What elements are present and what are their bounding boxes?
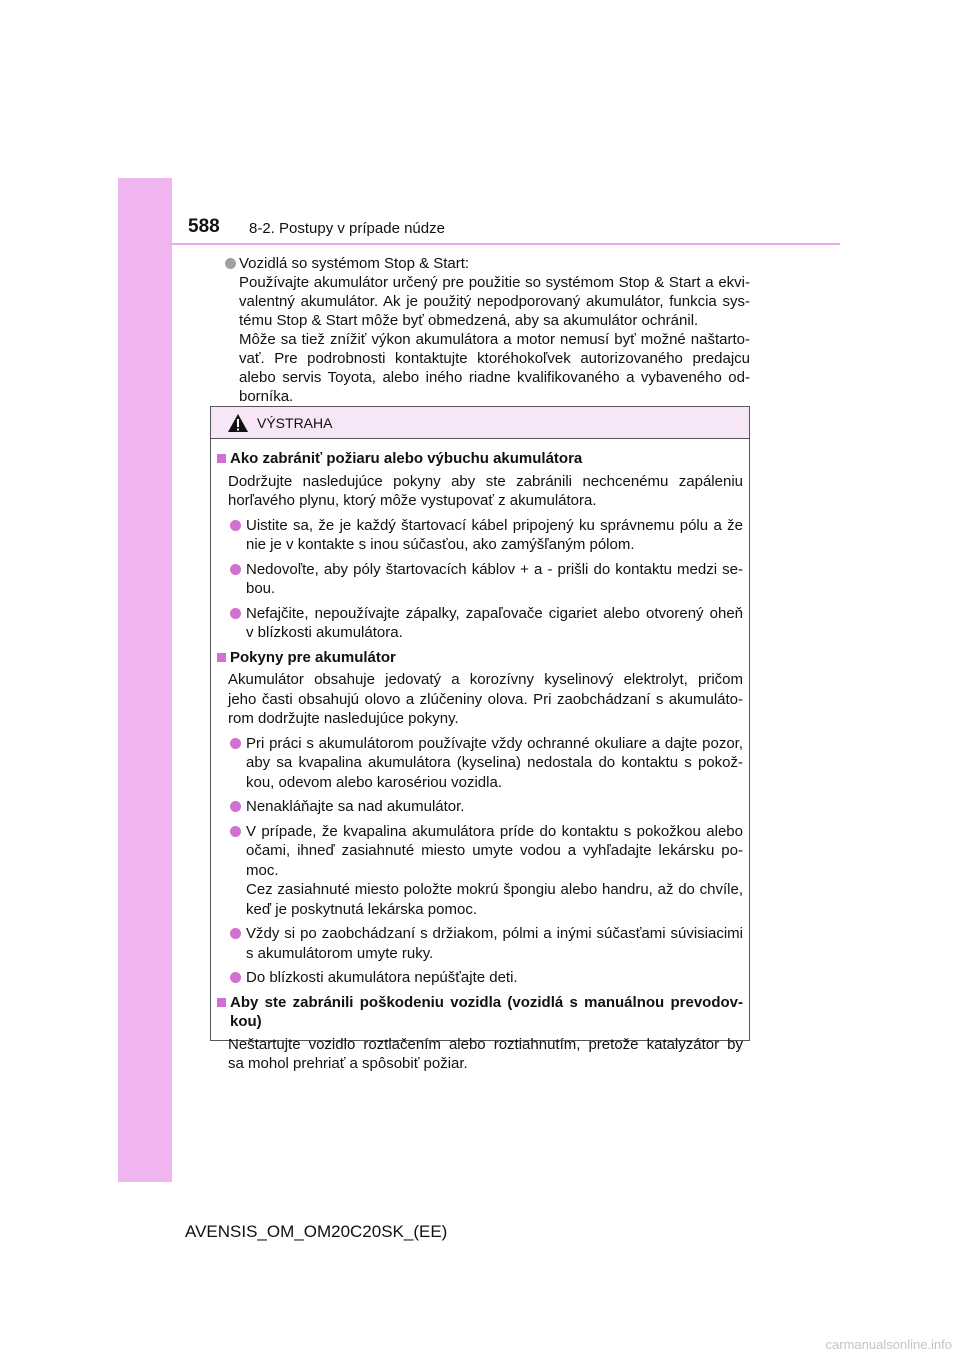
footer-doc-id: AVENSIS_OM_OM20C20SK_(EE) [185,1222,448,1241]
warning-label: VÝSTRAHA [257,415,333,431]
bullet-icon [225,258,236,269]
intro-title: Vozidlá so systémom Stop & Start: [239,255,470,272]
item-line: moc. [246,861,279,879]
item-line: očami, ihneď zasiahnuté miesto umyte vodou a vyhľadajte lekársku po- [246,842,743,859]
item-line: bou. [246,580,276,597]
list-item [217,968,743,988]
bullet-icon [230,928,241,939]
warning-body [211,439,749,1074]
section-heading [217,449,743,469]
intro-paragraph [225,273,750,406]
square-bullet-icon [217,998,226,1007]
bullet-icon [230,738,241,749]
intro-line: vať. Pre podrobnosti kontaktujte ktoréhokoľvek autorizovaného predajcu [239,350,750,367]
section-text [217,472,743,511]
warning-header [211,407,749,439]
text-line: Neštartujte vozidlo roztlačením alebo roztiahnutím, pretože katalyzátor by [228,1035,743,1053]
list-item [217,797,743,817]
item-line: nie je v kontakte s inou súčasťou, ako zamýšľaným pólom. [246,536,635,553]
text-line: Pokyny pre akumulátor [230,648,396,666]
list-item [217,604,743,643]
list-item [217,560,743,599]
text-line: Ako zabrániť požiaru alebo výbuchu akumulátora [230,450,583,467]
intro-line: borníka. [239,388,294,405]
intro-line: Môže sa tiež znížiť výkon akumulátora a motor nemusí byť možné naštarto- [239,331,750,348]
warning-triangle-icon [227,413,249,433]
intro-line: tému Stop & Start môže byť obmedzená, aby sa akumulátor ochránil. [239,312,699,329]
intro-line: valentný akumulátor. Ak je použitý nepodporovaný akumulátor, funkcia sys- [239,293,750,310]
item-line: aby sa kvapalina akumulátora (kyselina) nedostala do kontaktu s pokož- [246,754,743,771]
item-line: kou, odevom alebo karosériou vozidla. [246,773,502,791]
item-line: Uistite sa, že je každý štartovací kábel pripojený ku správnemu pólu a že [246,516,743,534]
item-line: s akumulátorom umyte ruky. [246,944,434,962]
item-line: keď je poskytnutá lekárska pomoc. [246,900,477,918]
bullet-icon [230,608,241,619]
intro-line: Používajte akumulátor určený pre použitie so systémom Stop & Start a ekvi- [239,274,750,291]
section-heading [217,648,743,668]
item-line: Pri práci s akumulátorom používajte vždy ochranné okuliare a dajte pozor, [246,734,743,752]
section-text [217,670,743,729]
item-line: Vždy si po zaobchádzaní s držiakom, pólmi a inými súčasťami súvisiacimi [246,925,743,942]
text-line: horľavého plynu, ktorý môže vystupovať z akumulátora. [228,492,597,509]
bullet-icon [230,564,241,575]
bullet-icon [230,826,241,837]
list-item [217,516,743,555]
watermark: carmanualsonline.info [825,1337,952,1352]
text-line: sa mohol prehriať a spôsobiť požiar. [228,1055,468,1072]
side-band [118,178,172,1182]
list-item [217,924,743,963]
text-line: kou) [230,1013,262,1030]
list-item [217,822,743,920]
item-line: Nefajčite, nepoužívajte zápalky, zapaľovače cigariet alebo otvorený oheň [246,604,743,622]
section-heading [217,993,743,1032]
text-line: Aby ste zabránili poškodeniu vozidla (vozidlá s manuálnou prevodov- [230,993,743,1011]
item-line: v blízkosti akumulátora. [246,624,403,641]
bullet-icon [230,801,241,812]
page-number: 588 [188,216,220,237]
item-line: V prípade, že kvapalina akumulátora príde do kontaktu s pokožkou alebo [246,822,743,840]
intro-block [225,254,750,406]
bullet-icon [230,972,241,983]
item-line: Nenakláňajte sa nad akumulátor. [246,798,465,815]
header-divider [172,243,840,245]
text-line: jeho časti obsahujú olovo a zlúčeniny olova. Pri zaobchádzaní s akumuláto- [228,690,743,708]
text-line: rom dodržujte nasledujúce pokyny. [228,710,459,727]
section-text [217,1035,743,1074]
square-bullet-icon [217,454,226,463]
list-item [217,734,743,793]
item-line: Nedovoľte, aby póly štartovacích káblov + a - prišli do kontaktu medzi se- [246,560,743,578]
text-line: Akumulátor obsahuje jedovatý a korozívny kyselinový elektrolyt, pričom [228,671,743,688]
item-line: Cez zasiahnuté miesto položte mokrú špongiu alebo handru, až do chvíle, [246,881,743,898]
item-line: Do blízkosti akumulátora nepúšťajte deti. [246,969,518,986]
text-line: Dodržujte nasledujúce pokyny aby ste zabránili nechcenému zapáleniu [228,472,743,490]
square-bullet-icon [217,653,226,662]
warning-box [210,406,750,1072]
section-title: 8-2. Postupy v prípade núdze [249,220,445,237]
intro-line: alebo servis Toyota, alebo iného riadne kvalifikovaného a vybaveného od- [239,369,750,386]
bullet-icon [230,520,241,531]
